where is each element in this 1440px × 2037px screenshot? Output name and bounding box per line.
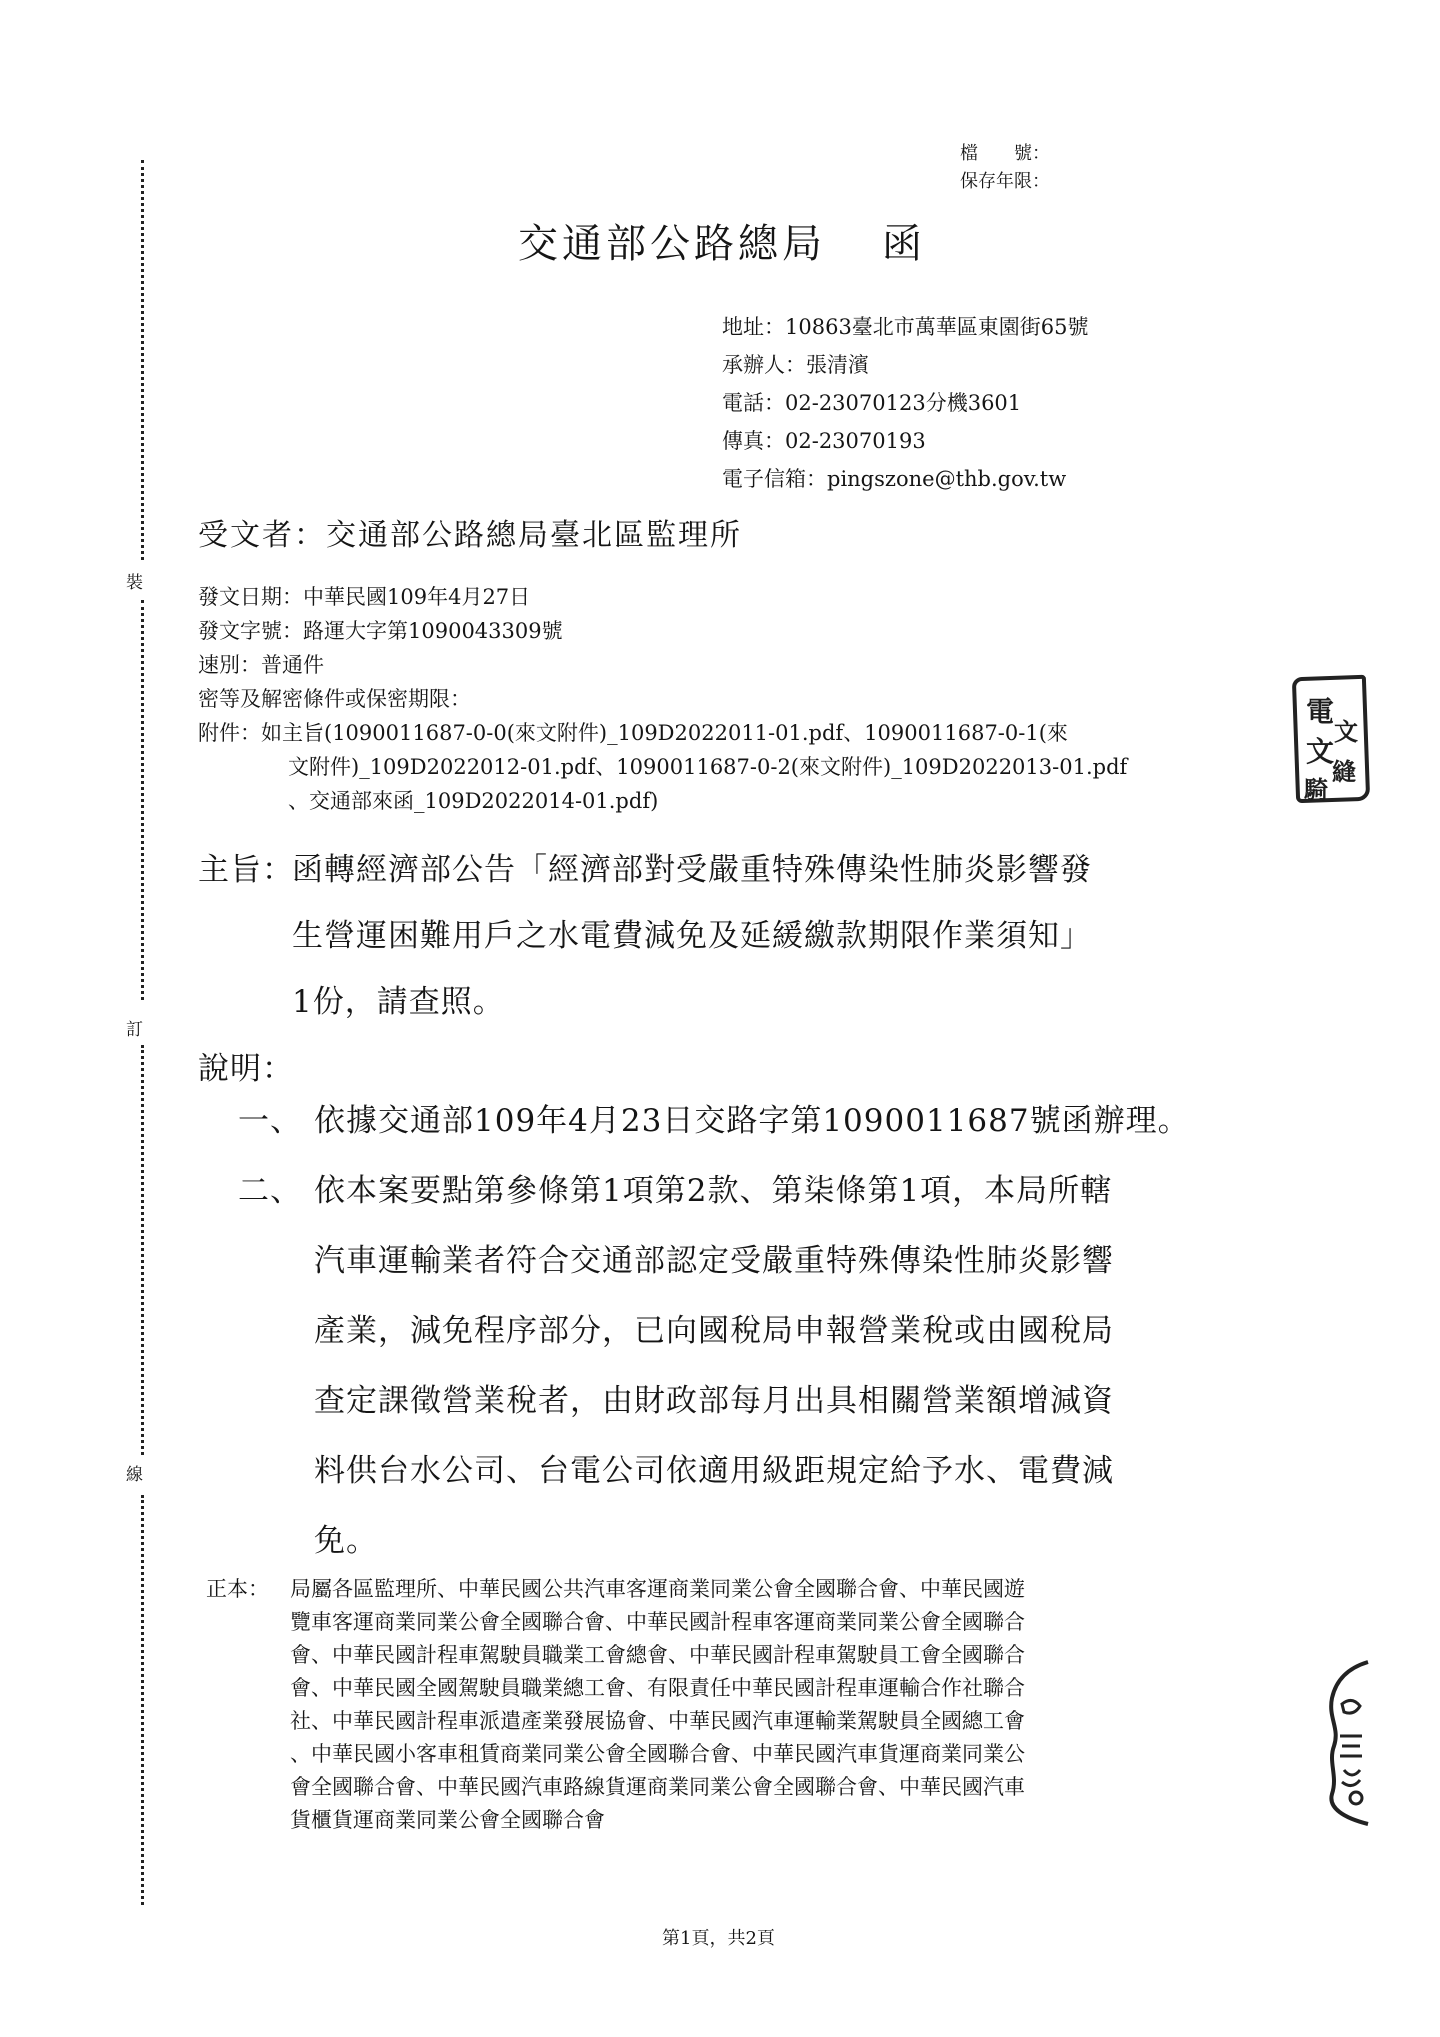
contact-email: 電子信箱：pingszone@thb.gov.tw [722,467,1067,491]
explanation-item-1-text: 依據交通部109年4月23日交路字第1090011687號函辦理。 [314,1103,1190,1139]
file-meta-block [960,140,1050,196]
explanation-item-1-number: 一、 [238,1103,302,1139]
explanation-item-2-text [314,1156,1114,1576]
issue-date: 發文日期：中華民國109年4月27日 [198,585,531,609]
cc-list [290,1573,1025,1837]
binding-mark-ding: 訂 [126,1020,143,1040]
item-2-line-4: 查定課徵營業稅者，由財政部每月出具相關營業額增減資 [314,1383,1114,1419]
binding-dotted-line-4 [141,1495,144,1905]
contact-address: 地址：10863臺北市萬華區東園街65號 [722,315,1089,339]
seam-stamp-char-2: 文 [1306,735,1335,768]
seam-stamp-char-1: 電 [1306,695,1335,728]
cc-line-6: 、中華民國小客車租賃商業同業公會全國聯合會、中華民國汽車貨運商業同業公 [290,1742,1025,1766]
cc-line-8: 貨櫃貨運商業同業公會全國聯合會 [290,1808,605,1832]
title-doc-type: 函 [882,221,926,267]
item-2-line-3: 產業，減免程序部分，已向國稅局申報營業稅或由國稅局 [314,1313,1114,1349]
binding-dotted-line-2 [141,600,144,1000]
contact-phone: 電話：02-23070123分機3601 [722,391,1022,415]
item-2-line-1: 依本案要點第參條第1項第2款、第柒條第1項，本局所轄 [314,1173,1113,1209]
document-title [518,212,926,269]
subject-label: 主旨： [198,852,294,888]
cc-line-4: 會、中華民國全國駕駛員職業總工會、有限責任中華民國計程車運輸合作社聯合 [290,1676,1025,1700]
binding-mark-zhuang: 裝 [126,573,143,593]
binding-dotted-line-1 [141,160,144,560]
page-number: 第1頁，共2頁 [662,1928,775,1949]
contact-block [722,308,1089,498]
seam-stamp-char-3: 文 [1334,717,1358,746]
attachment-line-3: 、交通部來函_109D2022014-01.pdf) [288,789,659,813]
explanation-item-2-number: 二、 [238,1173,302,1209]
seam-stamp [1290,672,1362,822]
item-2-line-2: 汽車運輸業者符合交通部認定受嚴重特殊傳染性肺炎影響 [314,1243,1114,1279]
binding-mark-xian: 線 [126,1465,143,1485]
explanation-label: 說明： [198,1051,294,1087]
subject-line-3: 1份，請查照。 [292,984,505,1020]
meta-block [198,580,563,716]
contact-handler: 承辦人：張清濱 [722,353,869,377]
document-number: 發文字號：路運大字第1090043309號 [198,619,563,643]
item-2-line-5: 料供台水公司、台電公司依適用級距規定給予水、電費減 [314,1453,1114,1489]
subject-line-1: 函轉經濟部公告「經濟部對受嚴重特殊傳染性肺炎影響發 [292,852,1092,888]
cc-line-7: 會全國聯合會、中華民國汽車路線貨運商業同業公會全國聯合會、中華民國汽車 [290,1775,1025,1799]
seam-stamp-partial [1318,1658,1372,1828]
retention-label: 保存年限： [960,171,1050,192]
cc-label: 正本： [206,1577,269,1601]
file-number-label: 檔 號： [960,143,1050,164]
binding-dotted-line-3 [141,1045,144,1455]
seam-stamp-char-5: 騎 [1304,775,1328,804]
attachment-line-2: 文附件)_109D2022012-01.pdf、1090011687-0-2(來文附件)_109D2022013-01.pdf [288,755,1128,779]
title-organization: 交通部公路總局 [518,221,826,267]
secrecy-level: 密等及解密條件或保密期限： [198,687,471,711]
item-2-line-6: 免。 [314,1523,378,1559]
recipient-line: 受文者：交通部公路總局臺北區監理所 [198,518,742,553]
cc-line-3: 會、中華民國計程車駕駛員職業工會總會、中華民國計程車駕駛員工會全國聯合 [290,1643,1025,1667]
contact-fax: 傳真：02-23070193 [722,429,926,453]
cc-line-1: 局屬各區監理所、中華民國公共汽車客運商業同業公會全國聯合會、中華民國遊 [290,1577,1025,1601]
cc-line-5: 社、中華民國計程車派遣產業發展協會、中華民國汽車運輸業駕駛員全國總工會 [290,1709,1025,1733]
subject-line-2: 生營運困難用戶之水電費減免及延緩繳款期限作業須知」 [292,918,1092,954]
seam-stamp-char-4: 縫 [1332,757,1356,786]
attachment-line-1: 附件：如主旨(1090011687-0-0(來文附件)_109D2022011-01.pdf、1090011687-0-1(來 [198,721,1068,745]
speed-category: 速別：普通件 [198,653,324,677]
subject-text [292,837,1092,1035]
cc-line-2: 覽車客運商業同業公會全國聯合會、中華民國計程車客運商業同業公會全國聯合 [290,1610,1025,1634]
